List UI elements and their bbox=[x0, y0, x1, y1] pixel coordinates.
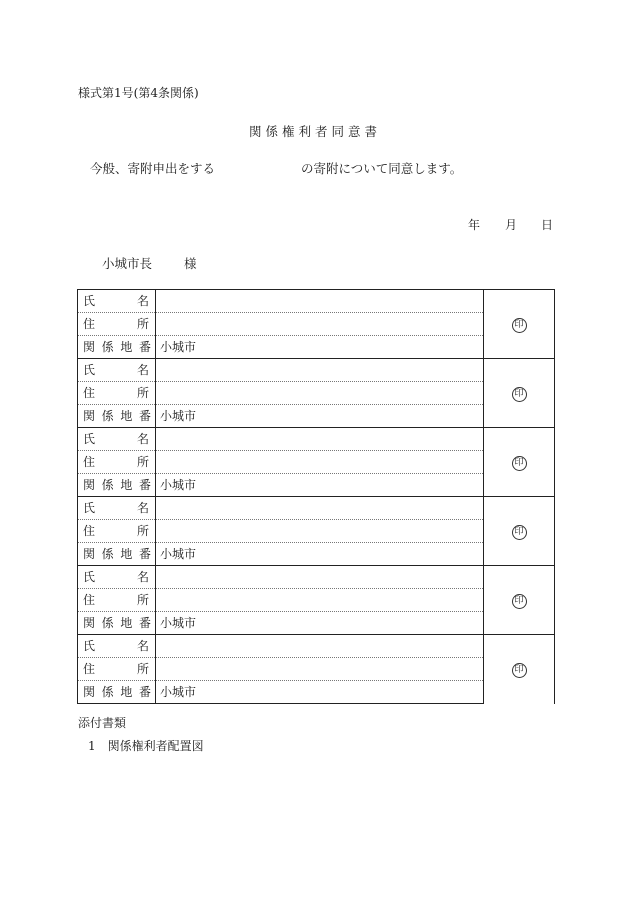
label-name bbox=[78, 290, 156, 313]
label-char: 関 bbox=[83, 547, 96, 561]
rights-holder-table bbox=[77, 289, 555, 704]
label-char: 係 bbox=[101, 409, 114, 423]
table-row bbox=[78, 681, 555, 704]
label-parcel bbox=[78, 474, 156, 497]
attachment-item bbox=[88, 737, 216, 754]
label-char: 所 bbox=[136, 317, 149, 331]
label-char: 地 bbox=[120, 685, 133, 699]
label-char: 地 bbox=[120, 616, 133, 630]
label-char: 所 bbox=[136, 455, 149, 469]
label-address bbox=[78, 520, 156, 543]
label-parcel bbox=[78, 336, 156, 359]
label-name bbox=[78, 359, 156, 382]
label-parcel bbox=[78, 681, 156, 704]
parcel-field[interactable]: 小城市 bbox=[156, 405, 484, 428]
seal-mark-icon: 印 bbox=[512, 387, 527, 402]
label-char: 氏 bbox=[83, 363, 96, 377]
label-address bbox=[78, 658, 156, 681]
table-row bbox=[78, 382, 555, 405]
addressee: 小城市長 bbox=[102, 256, 153, 271]
table-row bbox=[78, 520, 555, 543]
seal-cell bbox=[484, 359, 555, 428]
label-name bbox=[78, 428, 156, 451]
label-char: 番 bbox=[138, 616, 151, 630]
label-char: 地 bbox=[120, 478, 133, 492]
date-year-label: 年 bbox=[468, 218, 481, 232]
document-title: 関係権利者同意書 bbox=[248, 124, 381, 139]
label-char: 名 bbox=[136, 570, 149, 584]
label-char: 住 bbox=[83, 317, 96, 331]
label-char: 番 bbox=[138, 409, 151, 423]
label-address bbox=[78, 589, 156, 612]
table-row bbox=[78, 428, 555, 451]
table-row bbox=[78, 290, 555, 313]
label-char: 番 bbox=[138, 547, 151, 561]
label-char: 番 bbox=[138, 685, 151, 699]
label-address bbox=[78, 451, 156, 474]
table-row bbox=[78, 313, 555, 336]
name-field[interactable] bbox=[156, 497, 484, 520]
seal-mark-icon: 印 bbox=[512, 663, 527, 678]
label-char: 名 bbox=[136, 363, 149, 377]
label-char: 所 bbox=[136, 524, 149, 538]
label-char: 所 bbox=[136, 593, 149, 607]
label-parcel bbox=[78, 612, 156, 635]
label-name bbox=[78, 566, 156, 589]
label-char: 所 bbox=[136, 662, 149, 676]
name-field[interactable] bbox=[156, 635, 484, 658]
date-day-label: 日 bbox=[541, 218, 554, 232]
table-row bbox=[78, 566, 555, 589]
attachment-text: 関係権利者配置図 bbox=[107, 739, 204, 753]
table-row bbox=[78, 405, 555, 428]
table-row bbox=[78, 543, 555, 566]
seal-cell bbox=[484, 290, 555, 359]
table-row bbox=[78, 635, 555, 658]
parcel-field[interactable]: 小城市 bbox=[156, 336, 484, 359]
label-char: 地 bbox=[120, 409, 133, 423]
address-field[interactable] bbox=[156, 520, 484, 543]
name-field[interactable] bbox=[156, 290, 484, 313]
consent-text-end: の寄附について同意します。 bbox=[301, 161, 463, 176]
seal-cell bbox=[484, 566, 555, 635]
name-field[interactable] bbox=[156, 566, 484, 589]
form-number: 様式第1号(第4条関係) bbox=[78, 86, 199, 100]
table-row bbox=[78, 658, 555, 681]
seal-cell bbox=[484, 635, 555, 704]
label-char: 係 bbox=[101, 685, 114, 699]
table-row bbox=[78, 589, 555, 612]
seal-mark-icon: 印 bbox=[512, 318, 527, 333]
label-char: 住 bbox=[83, 455, 96, 469]
label-char: 名 bbox=[136, 639, 149, 653]
seal-mark-icon: 印 bbox=[512, 594, 527, 609]
address-field[interactable] bbox=[156, 589, 484, 612]
label-char: 関 bbox=[83, 685, 96, 699]
parcel-field[interactable]: 小城市 bbox=[156, 612, 484, 635]
consent-text-start: 今般、寄附申出をする bbox=[90, 161, 216, 176]
address-field[interactable] bbox=[156, 451, 484, 474]
parcel-field[interactable]: 小城市 bbox=[156, 474, 484, 497]
address-field[interactable] bbox=[156, 313, 484, 336]
seal-mark-icon: 印 bbox=[512, 525, 527, 540]
label-char: 住 bbox=[83, 386, 96, 400]
attachment-number: 1 bbox=[88, 739, 96, 753]
seal-cell bbox=[484, 497, 555, 566]
table-row bbox=[78, 497, 555, 520]
label-char: 住 bbox=[83, 524, 96, 538]
address-field[interactable] bbox=[156, 658, 484, 681]
label-char: 番 bbox=[138, 340, 151, 354]
seal-cell bbox=[484, 428, 555, 497]
label-char: 番 bbox=[138, 478, 151, 492]
label-char: 関 bbox=[83, 616, 96, 630]
label-char: 名 bbox=[136, 294, 149, 308]
date-month-label: 月 bbox=[505, 218, 518, 232]
label-char: 名 bbox=[136, 501, 149, 515]
name-field[interactable] bbox=[156, 359, 484, 382]
name-field[interactable] bbox=[156, 428, 484, 451]
table-row bbox=[78, 451, 555, 474]
label-address bbox=[78, 313, 156, 336]
label-char: 地 bbox=[120, 340, 133, 354]
addressee-honorific: 様 bbox=[184, 256, 197, 271]
label-char: 関 bbox=[83, 409, 96, 423]
table-row bbox=[78, 336, 555, 359]
label-char: 氏 bbox=[83, 501, 96, 515]
label-char: 地 bbox=[120, 547, 133, 561]
label-char: 係 bbox=[101, 478, 114, 492]
address-field[interactable] bbox=[156, 382, 484, 405]
label-address bbox=[78, 382, 156, 405]
label-char: 係 bbox=[101, 616, 114, 630]
label-char: 関 bbox=[83, 340, 96, 354]
label-char: 住 bbox=[83, 593, 96, 607]
label-name bbox=[78, 635, 156, 658]
table-row bbox=[78, 359, 555, 382]
attachments-heading: 添付書類 bbox=[78, 716, 127, 730]
label-parcel bbox=[78, 543, 156, 566]
label-char: 関 bbox=[83, 478, 96, 492]
label-char: 氏 bbox=[83, 639, 96, 653]
label-char: 係 bbox=[101, 340, 114, 354]
label-char: 係 bbox=[101, 547, 114, 561]
parcel-field[interactable]: 小城市 bbox=[156, 681, 484, 704]
table-row bbox=[78, 474, 555, 497]
label-parcel bbox=[78, 405, 156, 428]
seal-mark-icon: 印 bbox=[512, 456, 527, 471]
label-char: 所 bbox=[136, 386, 149, 400]
label-name bbox=[78, 497, 156, 520]
label-char: 住 bbox=[83, 662, 96, 676]
label-char: 名 bbox=[136, 432, 149, 446]
label-char: 氏 bbox=[83, 432, 96, 446]
label-char: 氏 bbox=[83, 570, 96, 584]
label-char: 氏 bbox=[83, 294, 96, 308]
table-row bbox=[78, 612, 555, 635]
parcel-field[interactable]: 小城市 bbox=[156, 543, 484, 566]
